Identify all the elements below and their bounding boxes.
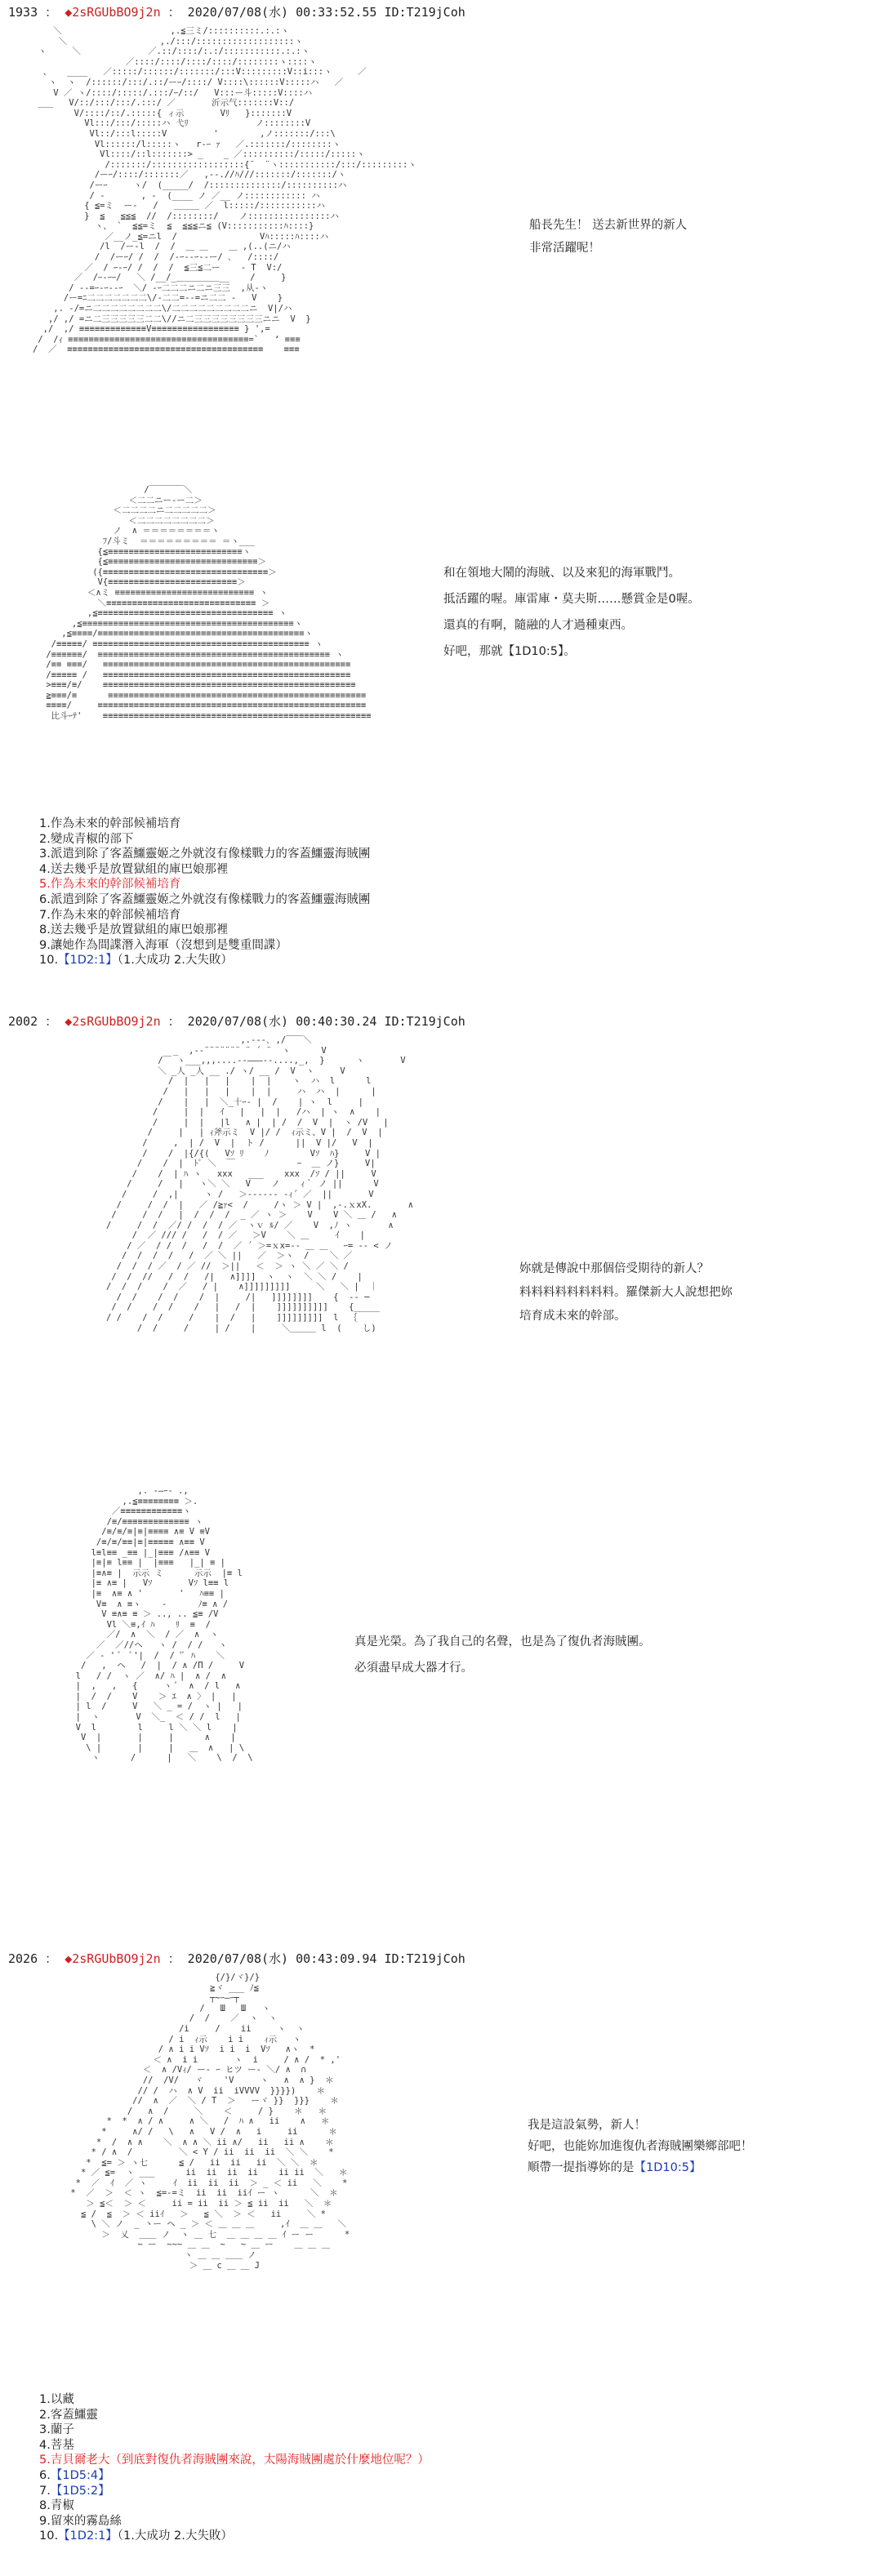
post-number: 1933 [8,5,38,20]
dialog-block [354,1629,651,1681]
dialog-line: 非常活躍呢！ [529,242,600,255]
dialog-line: 我是這設氣勢，新人！ [528,2119,646,2132]
option-item: 8.青椒 [39,2499,74,2513]
post-meta: ： 2020/07/08(水) 00:33:52.55 ID:T219jCoh [167,5,466,20]
option-item: 4.菩基 [39,2438,74,2452]
option-item: 1.以藏 [39,2393,74,2406]
roll-result: 10.【1D2:1】（1.大成功 2.大失敗） [39,954,233,968]
dialog-line: 必須盡早成大器才行。 [354,1662,473,1675]
dialog-line: 培育成未來的幹部。 [519,1310,626,1323]
dialog-line: 真是光榮。為了我自己的名聲，也是為了復仇者海賊團。 [354,1635,651,1648]
option-item: 6.派遣到除了客蓋鱷靈姬之外就沒有像樣戰力的客蓋鱷靈海賊團 [39,892,371,906]
dice-roll: 【1D5:2】 [50,2484,110,2498]
ascii-art-crowned-figure: {/}/ヾ}/} ≧ヾ ___ ﾉ≦ ┬~ｰ―ｰ┬ / Ш Ш ヽ / / ／ ヽ ヽ /i / ii ヽ ヽ / i ｨ示 i i ｨ示 ヽ / ∧ i i Vｿ i i i Vｿ ∧ヽ * ＜ ∧ i i ヽ i / ∧ / * ,' ＜ ∧ /Vｨ/ ー- ｰ ヒツ ー- ＼/ ∧ ∩ // /V/ ヾ 'V ヽ ∧ ∧ } ＊ // / ハ ∧ V ii iVVVV }}}}) ＊ // ∧ ／ ＼ / T ＞ ーヾ }} }}} ＊ / ∧ / ＼ ＜ / } ＊ ＊ * * ∧ / ∧ ∧ ＼ / ﾊ ∧ ii ∧ ＊ * ∧/ / \ ∧ V / ∧ i ii ＊ * / ∧ ∧ ＼ ∧ ∧ ＼ ii ∧/ ii ii ∧ ＊ * / ∧ / ＼ < Y / ii ii ii ＼ ＼ * * ≦= ＞ ヽ七 ≦ / ii ii ii ＼ ＼ ＊ * ／ ≦= ヽ ___ ii ii ii ii ii ii ＼ ＊ * ／ ｲ ／ ヽ ｲ ii ii ii ＞ _ ＜ ii ＼ * * ／ ＞ ＜ ヽ ≦=-=ミ ii ii iiｲ ー ヽ ＼ ＊ ＞ ≦＜ ＞ ＜ ii = ii ii ＞ ≦ ii ii ＼ ＊ ≦ / ≦ ＞ ＜ iiｲ ＞ ≦ ＼ ＞ ＜ ii ＼ * \ ＼ ノ _ 丶ー ヘ _ ＞ ＜ ＿ ＿ ＿ ,ｲ ＿ ＿ ＼ ＞ 乂 ＿＿ ノ ヽ ＿ 七 ＿ ＿ ＿ ＿ ｲ ー ー * ~ ー ~~~ ＿ ＿ ~ ~ ＿ ー ＿ ＿ ＿ ヽ ＿ ＿ ＿＿ ノ ＞ ＿ c ＿ ＿ J [70,1973,350,2271]
ascii-art-captain: ＼ ,.≦三ミ/::::::::::.:.:ヽ ＼ ,./:::/:::::::::::::::::::ヽ ヽ ＼ ／.::/::::/:.:/:::::::::::.:.:ヽ ／::::/::::/::::/::::/::::::::ヽ::::ヽ 、 ____ ／:::::/::::::/:::::::/:::V:::::::::V::i:::ヽ ／ ヽ ヽ /::::::/:::/.::/ーｰ/::::/ V::::\::::::V:::::ハ ／ V ／ ヽ/::::/:::::/.:::/ｰ/::/ V:::ー斗:::::V::::ハ ___ V/::/:::/:::/.:::/ ／ 沂示气:::::::V::/ V/::::/::/.:::::{ ィ示 Vﾘ }:::::::V Vl:::/:::/:::::ハ 弋ﾘ ノ::::::::V Vl::/:::l:::::V ' ,ノ:::::::/:::\ Vl::::::/l:::::ヽ r‐ｰ ｧ ／.:::::::/::::::::ヽ Vl::::/::l:::::::> _ _ ／::::::::::/:::::/:::::ヽ /:::::::/::::::::::::::::::{¨ ¨ヽ:::::::::::/:::/:::::::::ヽ /ーｰ/::::/:::::::／ ,-‐.//ﾊ///:::::::/:::::::/ヽ /ーｰ ヽ/ (_____/ /::::::::::::::/::::::::::ハ / ‐ , ‐ (____ ノ ／__ ノ:::::::::::: ハ { ≦=ミ ー- / ＿＿＿ ／ l:::::/:::::::::::ハ } ≦ ≦≦≦ // /::::::::/ ノ::::::::::::::::ハ ヽ、 ` ≦≦=ミ ≦ ≦≦≦ニ≦ (V:::::::::::ﾊ::::} ／__ノ_≦=ニl / Vﾊ:::::ﾊ::::ハ /l /ー-l / / ＿ ＿ ＿ ,(..(ニ/ハ / /ーｰ/ / / /-ｰ-‐ｰ-‐ー/ ､ /::::/ ／ / ｰ‐ｰ/ / / / ≦三≦二ー ‐ T V:/ ／ /ｰ-ｰｰ/ ＼ /__/_＿＿＿＿＿__ / } / -‐=ｰ-ｰ-‐ｰ ＼/ -ｰ二二二ニ二ニ三三 ,从-ヽ /ー=ﾆ二二二二二二二\/-二二=-‐=ニ二二 ‐ V } ,. ‐/=ニ二二二二二二二二\/二二二二二二二二二ニ V|/ハ ,/ ,/ =ニ二三三三三三二二\//ニ二三三三三三三三三ニニ V } ,/ ,/ ≡≡≡≡≡≡≡≡≡≡≡≡≡V≡≡≡≡≡≡≡≡≡≡≡≡≡≡≡≡≡ } ',= / /ｨ ≡≡≡≡≡≡≡≡≡≡≡≡≡≡≡≡≡≡≡≡≡≡≡≡≡≡≡≡≡≡≡≡≡≡≡=` ‘ ≡≡≡ / ／ ≡≡≡≡≡≡≡≡≡≡≡≡≡≡≡≡≡≡≡≡≡≡≡≡≡≡≡≡≡≡≡≡≡≡≡≡≡≡ ≡≡≡ [33,26,416,355]
post-number: 2026 [8,1951,38,1966]
dialog-block [443,560,700,665]
dice-roll: 【1D2:1】 [58,2529,118,2543]
option-item: 3.派遣到除了客蓋鱷靈姬之外就沒有像樣戰力的客蓋鱷靈海賊團 [39,848,371,861]
option-list [39,816,370,968]
dialog-line: 妳就是傳說中那個倍受期待的新人？ [519,1262,709,1275]
poster-trip[interactable]: ◆2sRGUbBO9j2n [65,1014,161,1029]
post-header: 2002 ： ◆2sRGUbBO9j2n ： 2020/07/08(水) 00:40:30.24 ID:T219jCoh [8,1014,466,1029]
option-item: 7.【1D5:2】 [39,2484,110,2498]
dialog-line: 船長先生！ 送去新世界的新人 [529,219,688,232]
dialog-line: 還真的有啊，隨融的人才過種東西。 [443,619,633,632]
option-item: 2.客蓋鱷靈 [39,2408,98,2422]
poster-trip[interactable]: ◆2sRGUbBO9j2n [65,1951,161,1966]
option-item: 9.讓她作為間諜潛入海軍（沒想到是雙重間諜） [39,938,287,952]
dialog-line: 抵活躍的喔。庫雷庫・莫夫斯……懸賞金是0喔。 [443,593,700,606]
option-item-highlighted: 5.吉貝爾老大（到底對復仇者海賊團來說，太陽海賊團處於什麼地位呢？） [39,2454,430,2467]
option-item: 4.送去幾乎是放置獄組的庫巴娘那裡 [39,862,229,876]
post-meta: ： 2020/07/08(水) 00:43:09.94 ID:T219jCoh [167,1951,466,1966]
option-item: 8.送去幾乎是放置獄組的庫巴娘那裡 [39,923,229,937]
option-item: 2.變成青椒的部下 [39,832,134,846]
post-header: 2026 ： ◆2sRGUbBO9j2n ： 2020/07/08(水) 00:43:09.94 ID:T219jCoh [8,1951,466,1966]
dialog-line: 和在領地大鬧的海賊、以及來犯的海軍戰鬥。 [443,567,680,580]
dialog-line: 順帶一提指導妳的是【1D10:5】 [528,2161,702,2174]
dialog-line: 料料料料料料料料。羅傑新大人說想把妳 [519,1286,733,1299]
option-item: 9.留來的霧島絲 [39,2514,122,2528]
dialog-line: 好吧，也能妳加進復仇者海賊團樂鄉部吧！ [528,2140,753,2153]
poster-trip[interactable]: ◆2sRGUbBO9j2n [65,5,161,20]
post-header: 1933 ： ◆2sRGUbBO9j2n ： 2020/07/08(水) 00:33:52.55 ID:T219jCoh [8,5,466,20]
option-item: 1.作為未來的幹部候補培育 [39,817,181,830]
dialog-block [519,1257,733,1328]
option-item-highlighted: 5.作為未來的幹部候補培育 [39,878,181,892]
roll-result: 10.【1D2:1】（1.大成功 2.大失敗） [39,2529,233,2543]
post-meta: ： 2020/07/08(水) 00:40:30.24 ID:T219jCoh [167,1014,466,1029]
ascii-art-boy: ,. -―ｰ- ., ,.≦≡≡≡≡≡≡≡≡ ＞. ／≡≡≡≡≡≡≡≡≡≡≡≡ヽ /≡/≡≡≡≡≡≡≡≡≡≡≡≡≡ ヽ /≡/≡/≡|≡|≡≡≡≡ ∧≡ V ≡V /≡/≡/≡≡|≡|≡≡≡≡≡ ∧≡≡ V l≡l≡≡ _≡≡ |_|≡≡≡ /∧≡≡ V |≡|≡ l≡≡ | |≡≡≡ |_| ≡ | |≡∧≡ | 示示 ミ 示示 |≡ l |≡ ∧≡ | Vｿ Vｿ l≡≡ l |≡ ∧≡ ∧ ' ' ﾊ≡≡ | V≡ ∧ ≡ヽ - ﾉ≡ ∧ / V ≡∧≡ ≡ ＞ .., .. ≦≡ /V Vl ＼≡,ｲ ﾊ ﾘ ≡ / ／/ ∧ ＼ / ／ ∧ ヽ ／ ／//ヘ ヽ / / / ヽ ／ ‐ ' ﾞ ﾟ'| / / 'ﾞ ﾊ ＼ / , ヘ / | / ∧ /Π / V l / / ヽ ／ ∧/ ﾊ | ∧ / ∧ | , , { ヽ ﾟ ∧ / l ∧ | / / V ＞ ｴ ∧ 〉 | | | l / V ＼ _ = / ヽ | | | ヽ V ＼_ ＜ / / l | V l l l ＼ ＼ l | V | | | ∧ | \ | | | ＿ ∧ | \ ヽ / | ＼ \ / \ [75,1486,253,1764]
post-number: 2002 [8,1014,38,1029]
option-list [39,2392,430,2544]
option-item: 7.作為未來的幹部候補培育 [39,908,181,922]
ascii-art-hat-figure: /￣￣￣￣＼ ＜二二ニー‐ー二＞ ＜二二二二ニ二二二二二＞ ＜二二二二二二二二＞ ノ ∧ ＝＝＝＝＝＝＝＝ヽ ﾌ/斗ミ ＝＝＝＝＝＝＝＝＝ ＝ヽ___ {≦≡≡≡≡≡≡≡≡≡≡≡≡≡≡≡≡≡≡≡≡≡≡≡≡≡≡ヽ {≦≡≡≡≡≡≡≡≡≡≡≡≡≡≡≡≡≡≡≡≡≡≡≡≡≡≡≡≡≡＞ ({≡≡≡≡≡≡≡≡≡≡≡≡≡≡≡≡≡≡≡≡≡≡≡≡≡≡≡≡≡≡≡≡＞ V{≡≡≡≡≡≡≡≡≡≡≡≡≡≡≡≡≡≡≡≡≡≡≡≡≡＞ ＜∧ミ ≡≡≡≡≡≡≡≡≡≡≡≡≡≡≡≡≡≡≡≡≡≡≡≡≡≡≡ ヽ ＼≡≡≡≡≡≡≡≡≡≡≡≡≡≡≡≡≡≡≡≡≡≡≡≡≡≡≡≡≡ ＞ ,≦≡≡≡≡≡≡≡≡≡≡≡≡≡≡≡≡≡≡≡≡≡≡≡≡≡≡≡≡≡≡≡≡≡≡ ヽ ,≦≡≡≡≡≡≡≡≡≡≡≡≡≡≡≡≡≡≡≡≡≡≡≡≡≡≡≡≡≡≡≡≡≡≡≡≡≡≡≡≡≡ヽ ,≦≡≡≡≡/≡≡≡≡≡≡≡≡≡≡≡≡≡≡≡≡≡≡≡≡≡≡≡≡≡≡≡≡≡≡≡≡≡≡≡≡≡≡≡≡ヽ /≡≡≡≡≡/ ≡≡≡≡≡≡≡≡≡≡≡≡≡≡≡≡≡≡≡≡≡≡≡≡≡≡≡≡≡≡≡≡≡≡≡≡≡≡≡≡≡≡ ヽ /≡≡≡≡≡≡/ ≡≡≡≡≡≡≡≡≡≡≡≡≡≡≡≡≡≡≡≡≡≡≡≡≡≡≡≡≡≡≡≡≡≡≡≡≡≡≡≡≡≡≡≡≡ ヽ /≡≡ ≡≡≡/ ≡≡≡≡≡≡≡≡≡≡≡≡≡≡≡≡≡≡≡≡≡≡≡≡≡≡≡≡≡≡≡≡≡≡≡≡≡≡≡≡≡≡≡≡≡≡≡≡ /≡≡≡≡≡ / ≡≡≡≡≡≡≡≡≡≡≡≡≡≡≡≡≡≡≡≡≡≡≡≡≡≡≡≡≡≡≡≡≡≡≡≡≡≡≡≡≡≡≡≡≡≡≡≡ >≡≡≡/≡/ ≡≡≡≡≡≡≡≡≡≡≡≡≡≡≡≡≡≡≡≡≡≡≡≡≡≡≡≡≡≡≡≡≡≡≡≡≡≡≡≡≡≡≡≡≡≡≡≡≡ ≧≡≡≡/≡ ≡≡≡≡≡≡≡≡≡≡≡≡≡≡≡≡≡≡≡≡≡≡≡≡≡≡≡≡≡≡≡≡≡≡≡≡≡≡≡≡≡≡≡≡≡≡≡≡≡≡ ≡≡≡≡/ ≡≡≡≡≡≡≡≡≡≡≡≡≡≡≡≡≡≡≡≡≡≡≡≡≡≡≡≡≡≡≡≡≡≡≡≡≡≡≡≡≡≡≡≡≡≡≡≡≡≡≡≡ 比斗ｰﾃ' ≡≡≡≡≡≡≡≡≡≡≡≡≡≡≡≡≡≡≡≡≡≡≡≡≡≡≡≡≡≡≡≡≡≡≡≡≡≡≡≡≡≡≡≡≡≡≡≡≡≡≡≡ [46,485,372,722]
dice-roll: 【1D10:5】 [634,2161,702,2174]
dialog-block [528,2115,753,2178]
option-item: 6.【1D5:4】 [39,2468,110,2482]
dialog-block [529,214,687,260]
dice-roll: 【1D5:4】 [50,2468,110,2482]
dice-roll: 【1D2:1】 [58,954,118,968]
ascii-art-girl: ,.-‐-､ ,/￣￣＼ _ ,-‐¨¨¨¨¨¨¨ ¨ ´ ¨ ヽ V /￣ ヽ___,,,....--―――--....,_, } ヽ V ＼ _人 _人 __ ./ ヽ/ __ / V ヽ V / | | | | | ヽ ハ l l / | | | | | ハ ハ | | / | | ＼_十ｰ- | / | ヽ l | / | | ｲ | | | /ハ | ヽ ∧ | / | | |l ∧ | | / / V | ヽ /V | / | | ｨ斧示ミ V |/ / ｨ示ミ、V | / V | / , | / V | ト / || V |/ V | / / |{/{( Vｿ ﾘ ﾉ Vｿ ﾊ} V | / / | ﾄﾟ ＼ ￣ ｰ ＿ ノ} V| / / | ﾊ ヽ xxx ___ xxx /ｿ / || V / / | ヽ＼ ＼ V ノ ｨ｀ ノ || V / / ,| ヽ / ＞‐‐--‐‐ -ｨ´ ／ || V / / / | ／ /≧ｧ< / /ヽ ＞ V | ,-.ｘxX. ∧ / / / | / / / _ ／ ヽ ＞ V V ＼ ＿ / ∧ / / / ／/ / / / ／ ヽｖ ﾙ/ ／ V ,ﾉ ヽ ∧ / ／ /// / / / ／ ＞V ＼ ＿ ｲ | / ／ / / / / / ／ ´ ＞=ｘx=-- ＿ ＿ ｰ= ‐‐ < ノ / / / / / ／ ＼ || ／ ＞ヽ / ＼ ／ / / / ／ / ／ // ＞|| ＜ ＞ ヽ ＼ ／ ＼ / / / // / / /| ∧]]]] ヽ ヽ ＼ ＼ / | / / / / ／ / | ∧]]]]]]]]] ＼ ＼ | ｜ / / / / / | /| ]]]]]]]] { ‐‐ ─ / / / / / | / | ]]]]]]]]]] {_____ / / / / / | / | ]]]]]]]]] l ｛ / / / | / | ＼＿＿＿ l ( し) [106,1035,413,1333]
dialog-line: 好吧，那就【1D10:5】。 [443,645,576,658]
option-item: 3.蘭子 [39,2423,74,2437]
